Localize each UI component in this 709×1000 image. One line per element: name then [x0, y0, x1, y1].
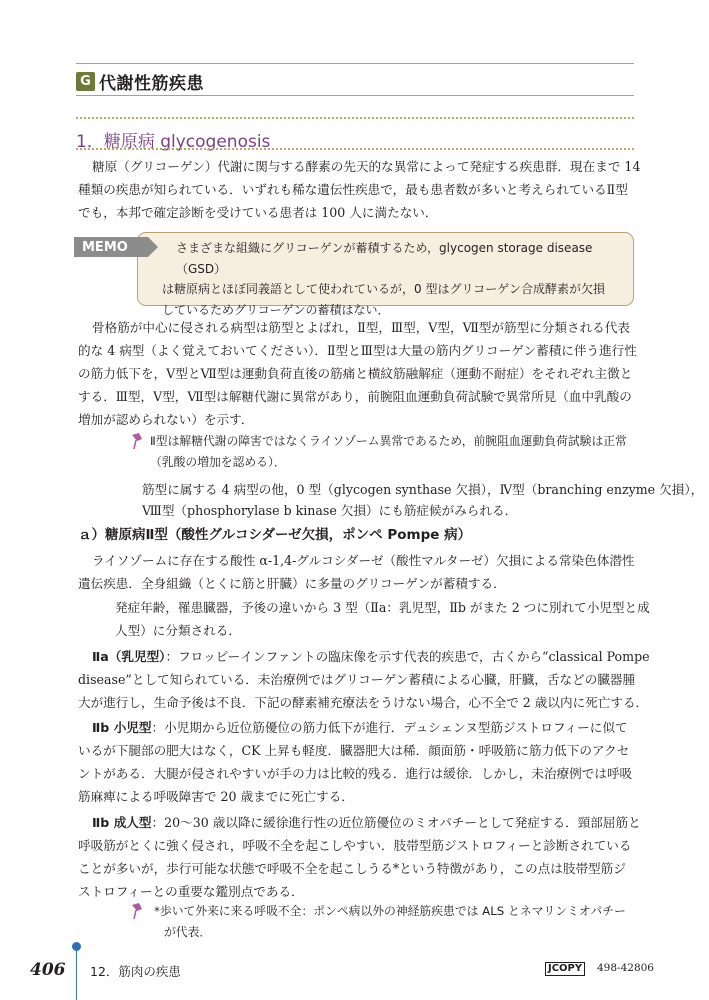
publication-code: 498-42806: [597, 962, 654, 974]
subheading-type-ii: ａ）糖原病Ⅱ型（酸性グルコシダーゼ欠損，ポンペ Pompe 病）: [78, 527, 472, 543]
text-line: ことが多いが，歩行可能な状態で呼吸不全を起こしうる*という特徴があり，この点は肢帯型筋ジ: [78, 861, 626, 876]
text-line: 的な 4 病型（よく覚えておいてください）．Ⅱ型とⅢ型は大量の筋内グリコーゲン蓄積に伴う進行性: [78, 343, 637, 358]
note-walking-respiratory-failure: [154, 901, 626, 942]
infant-type-label: Ⅱa（乳児型）: [92, 649, 166, 664]
text-line: 増加が認められない）を示す．: [78, 412, 254, 427]
text-line: 骨格筋が中心に侵される病型は筋型とよばれ，Ⅱ型，Ⅲ型，Ⅴ型，Ⅶ型が筋型に分類される代表: [92, 320, 630, 335]
text-line: 遺伝疾患．全身組織（とくに筋と肝臓）に多量のグリコーゲンが蓄積する．: [78, 576, 506, 591]
text-line: いるが下腿部の肥大はなく，CK 上昇も軽度．臓器肥大は稀．顔面筋・呼吸筋に筋力低下のアクセ: [78, 743, 630, 758]
text-line: 人型）に分類される．: [115, 623, 241, 638]
text-line: 大が進行し，生命予後は不良．下記の酵素補充療法をうけない場合，心不全で 2 歳以内に死亡する．: [78, 695, 649, 710]
dotted-divider-bottom: [76, 148, 634, 150]
text-line: ントがある．大腿が侵されやすいが手の力は比較的残る．進行は緩徐．しかし，未治療例では呼吸: [78, 766, 633, 781]
memo-text: [162, 238, 626, 320]
memo-tab: MEMO: [74, 237, 148, 257]
top-rule: [76, 63, 634, 64]
section-rule: [76, 95, 634, 96]
jcopy-badge: JCOPY: [545, 962, 585, 976]
text-line: 筋型に属する 4 病型の他，0 型（glycogen synthase 欠損），Ⅳ型（branching enzyme 欠損），: [142, 482, 704, 497]
section-header: [76, 71, 204, 94]
text-line: ライソゾームに存在する酸性 α-1,4-グルコシダーゼ（酸性マルターゼ）欠損による常染色体潜性: [92, 553, 635, 568]
note-line: が代表．: [164, 924, 212, 939]
text-line: Ⅷ型（phosphorylase b kinase 欠損）にも筋症候がみられる．: [142, 503, 518, 518]
text-line: 呼吸筋がとくに強く侵され，呼吸不全を起こしやすい．肢帯型筋ジストロフィーと診断されている: [78, 838, 632, 853]
text-line: [92, 717, 628, 736]
footer-vertical-line: [76, 945, 77, 1000]
text-line: disease”として知られている．未治療例ではグリコーゲン蓄積による心臓，肝臓，舌などの臓器腫: [78, 672, 636, 687]
text-line: 筋麻痺による呼吸障害で 20 歳までに死亡する．: [78, 789, 354, 804]
note-type-ii: [150, 431, 627, 472]
note-line: *歩いて外来に来る呼吸不全：ポンペ病以外の神経筋疾患では ALS とネマリンミオパチー: [154, 904, 626, 918]
note-line: Ⅱ型は解糖代謝の障害ではなくライソゾーム異常であるため，前腕阻血運動負荷試験は正常: [150, 434, 627, 448]
memo-line: は糖原病とほぼ同義語として使われているが，0 型はグリコーゲン合成酵素が欠損: [162, 282, 605, 296]
text-line: 発症年齢，罹患臓器，予後の違いから 3 型（Ⅱa：乳児型，Ⅱb がまた 2 つに別れて小児型と成: [115, 600, 650, 615]
chapter-title: 12．筋肉の疾患: [90, 964, 181, 979]
memo-line: さまざまな組織にグリコーゲンが蓄積するため，glycogen storage disease（GSD）: [176, 241, 593, 276]
memo-line: しているためグリコーゲンの蓄積はない．: [162, 302, 390, 317]
pushpin-icon: [130, 902, 144, 920]
footer-dot: [72, 942, 81, 951]
adult-type-label: Ⅱb 成人型: [92, 815, 152, 830]
section-letter-badge: G: [76, 72, 95, 91]
text-line: 種類の疾患が知られている．いずれも稀な遺伝性疾患で，最も患者数が多いと考えられているⅡ型: [78, 182, 628, 197]
text-span: ：フロッピーインファントの臨床像を示す代表的疾患で，古くから“classical Pompe: [165, 649, 650, 664]
heading-glycogenosis: 1．糖原病 glycogenosis: [76, 132, 271, 152]
memo-dot: [148, 243, 156, 251]
text-line: 糖原（グリコーゲン）代謝に関与する酵素の先天的な異常によって発症する疾患群．現在まで 14: [92, 159, 641, 174]
text-line: の筋力低下を，Ⅴ型とⅦ型は運動負荷直後の筋痛と横紋筋融解症（運動不耐症）をそれぞれ主徴と: [78, 366, 633, 381]
text-line: [92, 646, 650, 665]
page-number: 406: [30, 960, 66, 980]
section-title: 代謝性筋疾患: [99, 73, 204, 94]
dotted-divider: [76, 117, 634, 119]
text-line: ストロフィーとの重要な鑑別点である．: [78, 884, 304, 899]
child-type-label: Ⅱb 小児型: [92, 720, 152, 735]
text-span: ：20～30 歳以降に緩徐進行性の近位筋優位のミオパチーとして発症する．頸部屈筋と: [151, 815, 641, 830]
pushpin-icon: [130, 432, 144, 450]
note-line: （乳酸の増加を認める）．: [150, 454, 286, 469]
text-line: でも，本邦で確定診断を受けている患者は 100 人に満たない．: [78, 205, 438, 220]
text-span: ：小児期から近位筋優位の筋力低下が進行．デュシェンヌ型筋ジストロフィーに似て: [151, 720, 628, 735]
text-line: [92, 812, 641, 831]
text-line: する．Ⅲ型，Ⅴ型，Ⅶ型は解糖代謝に異常があり，前腕阻血運動負荷試験で異常所見（血中乳酸の: [78, 389, 632, 404]
